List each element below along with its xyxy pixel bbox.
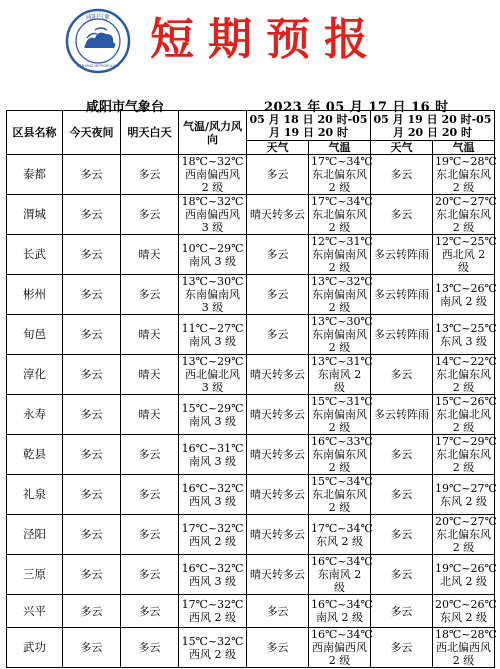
p3-temp-cell-line-2: 西北风 2 级 (441, 248, 486, 274)
p3-temp-cell-line-2: 东北偏东风 2 级 (436, 448, 491, 474)
p3-temp-cell-line-2: 东风 3 级 (440, 334, 487, 348)
p2-weather-cell (247, 515, 309, 555)
tomorrow-cell-line-1: 多云 (138, 568, 161, 581)
p3-temp-cell-line-2: 东北偏北风 2 级 (436, 408, 491, 434)
p3-temp-cell (433, 475, 495, 515)
p2-weather-cell-line-1: 多云 (266, 604, 289, 618)
temp-wind-cell (179, 395, 247, 435)
p3-weather-cell-line-1: 多云 (390, 488, 413, 501)
p3-weather-cell-line-1: 多云 (390, 448, 413, 461)
county-cell-line-1: 旬邑 (23, 327, 46, 341)
p2-temp-cell-line-1: 17℃~34℃ (311, 521, 373, 535)
tonight-cell-line-1: 多云 (80, 288, 103, 301)
header-temp-wind: 气温/风力风向 (179, 111, 247, 155)
county-cell-line-1: 渭城 (23, 207, 46, 221)
county-cell (7, 315, 63, 355)
logo-text-bottom: XIANYANG METEOROLOGY (76, 64, 120, 68)
temp-wind-cell-line-1: 13℃~30℃ (181, 275, 244, 288)
county-cell-line-1: 武功 (23, 640, 46, 654)
table-row (7, 275, 495, 315)
p2-temp-cell (309, 235, 371, 275)
header-tomorrow: 明天白天 (121, 111, 179, 155)
p3-weather-cell (371, 595, 433, 628)
temp-wind-cell (179, 555, 247, 595)
p2-temp-cell-line-2: 西南偏西风 2 级 (312, 641, 367, 667)
p3-weather-cell (371, 195, 433, 235)
county-cell-line-1: 三原 (23, 567, 46, 581)
p2-temp-cell-line-1: 15℃~34℃ (311, 475, 373, 488)
p3-weather-cell-line-1: 多云转阵雨 (374, 328, 429, 341)
page-header (0, 0, 500, 96)
p3-temp-cell (433, 355, 495, 395)
county-cell (7, 595, 63, 628)
tomorrow-cell (121, 195, 179, 235)
county-cell-line-1: 泰都 (23, 167, 46, 181)
tomorrow-cell (121, 355, 179, 395)
p3-weather-cell-line-1: 多云转阵雨 (374, 288, 429, 301)
header-period-3: 05 月 19 日 20 时-05 月 20 日 20 时 (371, 111, 495, 141)
p2-temp-cell (309, 595, 371, 628)
p3-temp-cell (433, 395, 495, 435)
p3-temp-cell-line-2: 东北偏东风 2 级 (436, 208, 491, 234)
p3-temp-cell (433, 275, 495, 315)
table-row (7, 155, 495, 195)
p3-temp-cell-line-2: 东北偏东风 2 级 (436, 528, 491, 554)
temp-wind-cell-line-2: 南风 3 级 (189, 454, 236, 468)
temp-wind-cell (179, 195, 247, 235)
tonight-cell (63, 315, 121, 355)
p2-weather-cell (247, 555, 309, 595)
tomorrow-cell-line-1: 多云 (138, 168, 161, 181)
tomorrow-cell (121, 435, 179, 475)
tomorrow-cell-line-1: 多云 (138, 604, 161, 618)
temp-wind-cell (179, 355, 247, 395)
p3-temp-cell-line-1: 12℃~25℃ (435, 235, 497, 248)
agency-name: 咸阳市气象台 (86, 100, 165, 115)
county-cell-line-1: 乾县 (23, 447, 46, 461)
issue-time: 2023 年 05 月 17 日 16 时 (264, 100, 449, 115)
temp-wind-cell (179, 515, 247, 555)
tonight-cell-line-1: 多云 (80, 368, 103, 381)
tomorrow-cell-line-1: 多云 (138, 488, 161, 501)
temp-wind-cell (179, 235, 247, 275)
p3-temp-cell-line-2: 西北偏西风 2 级 (436, 641, 491, 667)
p2-temp-cell-line-1: 13℃~30℃ (311, 315, 373, 328)
p2-weather-cell (247, 628, 309, 668)
p2-temp-cell (309, 555, 371, 595)
tonight-cell-line-1: 多云 (80, 641, 103, 654)
p3-weather-cell-line-1: 多云 (390, 641, 413, 654)
county-cell-line-1: 泾阳 (23, 527, 46, 541)
p2-temp-cell (309, 515, 371, 555)
p3-weather-cell-line-1: 多云 (390, 208, 413, 221)
header-period-2: 05 月 18 日 20 时-05 月 19 日 20 时 (247, 111, 371, 141)
tonight-cell-line-1: 多云 (80, 208, 103, 221)
header-p2-temp: 气温 (309, 141, 371, 155)
p3-weather-cell (371, 235, 433, 275)
p3-weather-cell (371, 475, 433, 515)
county-cell-line-1: 淳化 (23, 367, 46, 381)
tomorrow-cell-line-1: 多云 (138, 528, 161, 541)
tonight-cell-line-1: 多云 (80, 328, 103, 341)
county-cell-line-1: 长武 (23, 247, 46, 261)
tomorrow-cell (121, 628, 179, 668)
table-row (7, 595, 495, 628)
header-county: 区县名称 (7, 111, 63, 155)
p2-weather-cell-line-1: 多云 (266, 641, 289, 654)
temp-wind-cell-line-2: 南风 3 级 (189, 254, 236, 268)
tonight-cell-line-1: 多云 (80, 408, 103, 421)
table-row (7, 315, 495, 355)
p3-temp-cell (433, 555, 495, 595)
p2-weather-cell (247, 475, 309, 515)
p2-temp-cell-line-1: 13℃~31℃ (311, 355, 373, 368)
p3-temp-cell-line-2: 北风 2 级 (440, 574, 487, 588)
p2-temp-cell-line-2: 南风 2 级 (316, 611, 363, 624)
county-cell (7, 355, 63, 395)
table-row (7, 355, 495, 395)
tonight-cell (63, 235, 121, 275)
county-cell (7, 155, 63, 195)
p3-weather-cell-line-1: 多云 (390, 568, 413, 581)
p3-weather-cell (371, 315, 433, 355)
tomorrow-cell-line-1: 晴天 (138, 328, 161, 341)
temp-wind-cell-line-2: 南风 3 级 (189, 414, 236, 428)
p2-temp-cell-line-2: 东南偏东风 2 级 (312, 448, 367, 474)
temp-wind-cell-line-1: 10℃~29℃ (181, 241, 244, 255)
table-row (7, 555, 495, 595)
p2-weather-cell (247, 395, 309, 435)
forecast-rows (7, 155, 495, 668)
p2-temp-cell (309, 315, 371, 355)
tomorrow-cell-line-1: 晴天 (138, 248, 161, 261)
p3-weather-cell (371, 395, 433, 435)
temp-wind-cell-line-2: 西南偏西风 3 级 (185, 208, 240, 234)
temp-wind-cell-line-1: 11℃~27℃ (181, 321, 244, 335)
p3-weather-cell (371, 355, 433, 395)
tonight-cell (63, 155, 121, 195)
tonight-cell (63, 475, 121, 515)
tonight-cell (63, 195, 121, 235)
p2-weather-cell-line-1: 晴天转多云 (250, 448, 305, 461)
tonight-cell (63, 355, 121, 395)
county-cell (7, 275, 63, 315)
p2-weather-cell-line-1: 多云 (266, 168, 289, 181)
temp-wind-cell (179, 628, 247, 668)
p3-weather-cell (371, 515, 433, 555)
p3-temp-cell-line-2: 南风 2 级 (440, 294, 487, 308)
table-row (7, 195, 495, 235)
p2-temp-cell-line-1: 17℃~34℃ (311, 195, 373, 208)
temp-wind-cell-line-2: 西风 2 级 (189, 647, 236, 661)
p2-weather-cell-line-1: 多云 (266, 288, 289, 301)
p2-temp-cell-line-1: 16℃~33℃ (311, 435, 373, 448)
meteorology-emblem-logo (65, 8, 131, 74)
p3-temp-cell-line-2: 东北偏东风 2 级 (436, 168, 491, 194)
p2-weather-cell-line-1: 晴天转多云 (250, 528, 305, 541)
p2-temp-cell-line-2: 东北偏东风 2 级 (312, 488, 367, 514)
p3-temp-cell (433, 515, 495, 555)
table-row (7, 235, 495, 275)
header-p3-temp: 气温 (433, 141, 495, 155)
page-title: 短期预报 (150, 14, 382, 65)
p2-temp-cell-line-1: 15℃~31℃ (311, 395, 373, 408)
temp-wind-cell-line-1: 13℃~29℃ (181, 355, 244, 368)
temp-wind-cell-line-2: 西北偏北风 3 级 (185, 368, 240, 394)
tonight-cell (63, 395, 121, 435)
table-row (7, 435, 495, 475)
p2-temp-cell (309, 435, 371, 475)
p2-temp-cell-line-1: 12℃~31℃ (311, 235, 373, 248)
tonight-cell (63, 275, 121, 315)
table-row (7, 475, 495, 515)
tonight-cell-line-1: 多云 (80, 168, 103, 181)
county-cell-line-1: 礼泉 (23, 487, 46, 501)
p2-temp-cell-line-2: 东风 2 级 (316, 534, 363, 548)
temp-wind-cell (179, 435, 247, 475)
p2-temp-cell (309, 355, 371, 395)
temp-wind-cell-line-1: 16℃~31℃ (181, 441, 244, 455)
county-cell (7, 475, 63, 515)
p2-temp-cell-line-1: 13℃~32℃ (311, 275, 373, 288)
p3-temp-cell (433, 595, 495, 628)
p3-weather-cell (371, 275, 433, 315)
p3-temp-cell-line-1: 20℃~27℃ (435, 515, 497, 528)
tomorrow-cell-line-1: 多云 (138, 208, 161, 221)
p2-temp-cell-line-2: 东南偏南风 2 级 (312, 248, 367, 274)
p2-weather-cell (247, 315, 309, 355)
p3-weather-cell (371, 628, 433, 668)
header-p2-weather: 天气 (247, 141, 309, 155)
p3-temp-cell-line-1: 17℃~29℃ (435, 435, 497, 448)
p2-weather-cell (247, 155, 309, 195)
temp-wind-cell-line-1: 15℃~29℃ (181, 401, 244, 415)
tomorrow-cell (121, 515, 179, 555)
table-row (7, 395, 495, 435)
county-cell (7, 515, 63, 555)
p2-temp-cell-line-1: 16℃~34℃ (311, 555, 373, 568)
tonight-cell-line-1: 多云 (80, 528, 103, 541)
p3-temp-cell (433, 155, 495, 195)
tomorrow-cell (121, 555, 179, 595)
p2-weather-cell-line-1: 多云 (266, 248, 289, 261)
tonight-cell-line-1: 多云 (80, 604, 103, 618)
p2-weather-cell (247, 235, 309, 275)
p2-temp-cell (309, 155, 371, 195)
temp-wind-cell-line-2: 西南偏西风 2 级 (185, 168, 240, 194)
p2-temp-cell-line-2: 东南偏南风 2 级 (312, 328, 367, 354)
p3-temp-cell-line-1: 13℃~25℃ (435, 321, 497, 335)
p2-temp-cell (309, 395, 371, 435)
logo-text-top: 咸阳气象 (85, 14, 111, 21)
temp-wind-cell (179, 595, 247, 628)
tonight-cell (63, 628, 121, 668)
p2-temp-cell-line-1: 16℃~34℃ (311, 598, 373, 611)
county-cell-line-1: 兴平 (23, 603, 46, 618)
p2-weather-cell (247, 595, 309, 628)
temp-wind-cell-line-2: 西风 3 级 (189, 494, 236, 508)
temp-wind-cell-line-2: 东南偏南风 3 级 (185, 288, 240, 314)
temp-wind-cell (179, 475, 247, 515)
table-row (7, 515, 495, 555)
temp-wind-cell (179, 155, 247, 195)
p2-temp-cell (309, 475, 371, 515)
temp-wind-cell-line-2: 西风 2 级 (189, 534, 236, 548)
p3-temp-cell-line-2: 东风 2 级 (440, 611, 487, 624)
p3-temp-cell (433, 315, 495, 355)
tomorrow-cell-line-1: 多云 (138, 641, 161, 654)
p2-temp-cell-line-2: 东南偏南风 2 级 (312, 288, 367, 314)
header-tonight: 今天夜间 (63, 111, 121, 155)
p3-temp-cell-line-1: 15℃~26℃ (435, 395, 497, 408)
temp-wind-cell (179, 275, 247, 315)
tomorrow-cell-line-1: 晴天 (138, 368, 161, 381)
p2-temp-cell-line-2: 东南风 2 级 (317, 368, 362, 394)
p3-temp-cell-line-2: 东北偏东风 2 级 (436, 368, 491, 394)
p3-temp-cell (433, 195, 495, 235)
p2-temp-cell (309, 628, 371, 668)
p3-weather-cell-line-1: 多云 (390, 604, 413, 618)
p2-weather-cell (247, 275, 309, 315)
temp-wind-cell-line-1: 18℃~32℃ (181, 155, 244, 168)
p2-temp-cell (309, 275, 371, 315)
p3-temp-cell-line-1: 13℃~26℃ (435, 281, 497, 295)
p2-temp-cell-line-2: 东北偏东风 2 级 (312, 168, 367, 194)
p2-weather-cell-line-1: 晴天转多云 (250, 488, 305, 501)
tomorrow-cell (121, 275, 179, 315)
tomorrow-cell-line-1: 多云 (138, 288, 161, 301)
temp-wind-cell-line-1: 17℃~32℃ (181, 598, 244, 611)
tomorrow-cell-line-1: 多云 (138, 448, 161, 461)
p3-temp-cell-line-1: 19℃~28℃ (435, 155, 497, 168)
tomorrow-cell-line-1: 晴天 (138, 408, 161, 421)
p3-weather-cell-line-1: 多云转阵雨 (374, 248, 429, 261)
p3-weather-cell (371, 435, 433, 475)
p2-temp-cell-line-1: 17℃~34℃ (311, 155, 373, 168)
tonight-cell-line-1: 多云 (80, 448, 103, 461)
tomorrow-cell (121, 315, 179, 355)
p3-weather-cell-line-1: 多云 (390, 528, 413, 541)
p3-temp-cell (433, 628, 495, 668)
county-cell (7, 395, 63, 435)
p2-weather-cell (247, 355, 309, 395)
table-row (7, 628, 495, 668)
p2-weather-cell-line-1: 多云 (266, 328, 289, 341)
p3-weather-cell-line-1: 多云 (390, 168, 413, 181)
temp-wind-cell (179, 315, 247, 355)
temp-wind-cell-line-1: 16℃~32℃ (181, 561, 244, 575)
tonight-cell (63, 515, 121, 555)
forecast-table (6, 110, 495, 668)
p3-weather-cell-line-1: 多云 (390, 368, 413, 381)
p2-temp-cell-line-2: 东南风 2 级 (317, 568, 362, 594)
county-cell-line-1: 彬州 (23, 287, 46, 301)
p3-temp-cell-line-1: 20℃~26℃ (435, 598, 497, 611)
p3-temp-cell-line-1: 19℃~27℃ (435, 481, 497, 495)
county-cell (7, 195, 63, 235)
tonight-cell-line-1: 多云 (80, 488, 103, 501)
temp-wind-cell-line-2: 南风 3 级 (189, 334, 236, 348)
tomorrow-cell (121, 155, 179, 195)
tonight-cell (63, 435, 121, 475)
temp-wind-cell-line-2: 西风 3 级 (189, 574, 236, 588)
p2-temp-cell-line-2: 东南偏南风 2 级 (312, 408, 367, 434)
tonight-cell (63, 555, 121, 595)
p3-temp-cell-line-1: 20℃~27℃ (435, 195, 497, 208)
p2-temp-cell (309, 195, 371, 235)
tomorrow-cell (121, 395, 179, 435)
tomorrow-cell (121, 475, 179, 515)
p3-weather-cell (371, 555, 433, 595)
p3-weather-cell-line-1: 多云转阵雨 (374, 408, 429, 421)
p3-temp-cell (433, 235, 495, 275)
p2-temp-cell-line-1: 16℃~34℃ (311, 628, 373, 641)
header-p3-weather: 天气 (371, 141, 433, 155)
p2-weather-cell-line-1: 晴天转多云 (250, 568, 305, 581)
p3-temp-cell-line-1: 14℃~22℃ (435, 355, 497, 368)
county-cell (7, 235, 63, 275)
county-cell (7, 628, 63, 668)
tomorrow-cell (121, 595, 179, 628)
temp-wind-cell-line-1: 17℃~32℃ (181, 521, 244, 535)
county-cell (7, 555, 63, 595)
p2-weather-cell (247, 435, 309, 475)
p2-weather-cell-line-1: 晴天转多云 (250, 368, 305, 381)
tonight-cell (63, 595, 121, 628)
p3-temp-cell-line-1: 19℃~26℃ (435, 561, 497, 575)
p2-weather-cell-line-1: 晴天转多云 (250, 208, 305, 221)
temp-wind-cell-line-1: 16℃~32℃ (181, 481, 244, 495)
county-cell-line-1: 永寿 (23, 407, 46, 421)
p3-temp-cell-line-1: 18℃~28℃ (435, 628, 497, 641)
tonight-cell-line-1: 多云 (80, 248, 103, 261)
tomorrow-cell (121, 235, 179, 275)
temp-wind-cell-line-1: 15℃~32℃ (181, 634, 244, 648)
p3-temp-cell-line-2: 东风 2 级 (440, 494, 487, 508)
temp-wind-cell-line-1: 18℃~32℃ (181, 195, 244, 208)
p3-weather-cell (371, 155, 433, 195)
p2-temp-cell-line-2: 东北偏东风 2 级 (312, 208, 367, 234)
tonight-cell-line-1: 多云 (80, 568, 103, 581)
p3-temp-cell (433, 435, 495, 475)
p2-weather-cell (247, 195, 309, 235)
p2-weather-cell-line-1: 晴天转多云 (250, 408, 305, 421)
county-cell (7, 435, 63, 475)
temp-wind-cell-line-2: 西风 2 级 (189, 611, 236, 624)
